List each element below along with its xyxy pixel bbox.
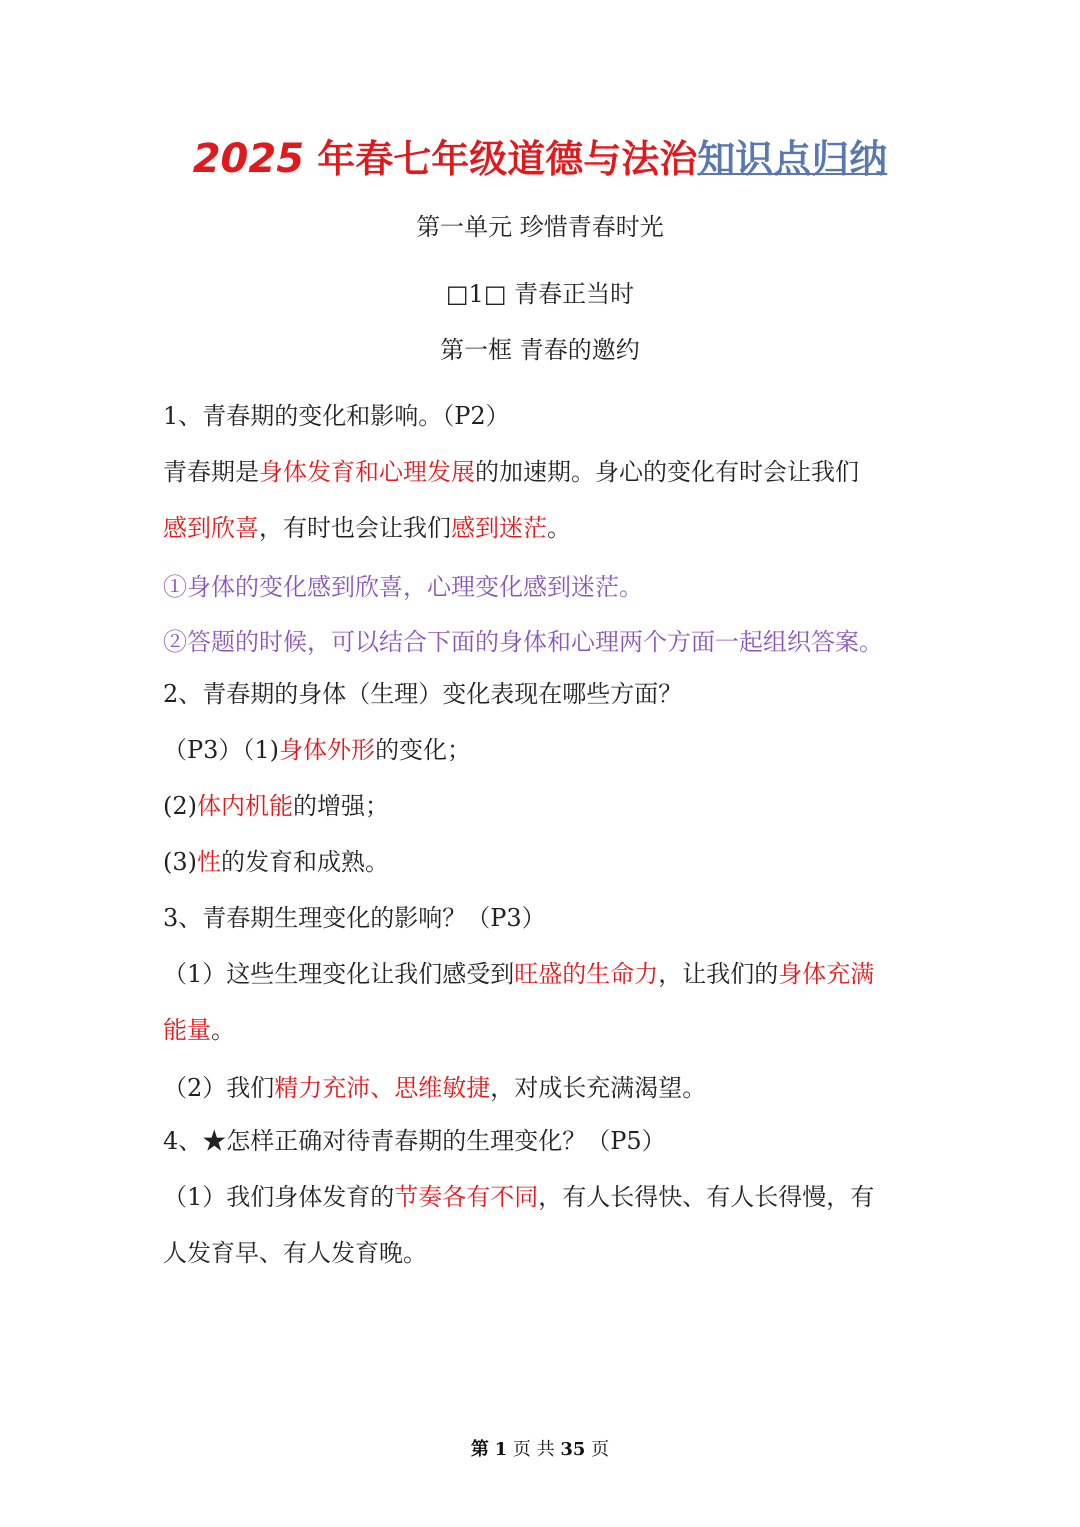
question-3-item-1-cont	[163, 1013, 953, 1047]
document-title	[0, 133, 1080, 185]
q3a-prefix: （1）这些生理变化让我们感受到	[163, 960, 515, 988]
q2b-keyword: 体内机能	[197, 792, 293, 820]
title-year: 2025	[192, 136, 305, 182]
q2c-suffix: 的发育和成熟。	[221, 848, 389, 876]
question-2-item-2	[163, 789, 953, 823]
paragraph-1-line-2	[163, 511, 953, 545]
unit-heading: 第一单元 珍惜青春时光	[416, 213, 664, 241]
q3a-keyword-3: 能量	[163, 1016, 211, 1044]
q3b-prefix: （2）我们	[163, 1074, 275, 1102]
section-heading: 第一框 青春的邀约	[440, 336, 640, 364]
question-4-item-1-cont: 人发育早、有人发育晚。	[163, 1239, 427, 1267]
q2c-keyword: 性	[197, 848, 221, 876]
p1-text-c: ，有时也会让我们	[259, 514, 451, 542]
question-3-item-1	[163, 957, 953, 991]
p1-text-b: 的加速期。身心的变化有时会让我们	[475, 458, 859, 486]
footer-prefix: 第	[470, 1439, 489, 1460]
q2c-prefix: (3)	[163, 848, 197, 876]
page-footer	[0, 1437, 1080, 1463]
lesson-heading: □1□ 青春正当时	[445, 280, 635, 308]
q2a-keyword: 身体外形	[279, 736, 376, 764]
p1-keyword-b: 感到欣喜	[163, 514, 259, 542]
q3a-keyword-2: 身体充满	[778, 960, 875, 988]
q4a-prefix: （1）我们身体发育的	[163, 1183, 395, 1211]
question-2-item-1	[163, 733, 953, 767]
footer-middle: 页 共	[512, 1439, 555, 1460]
title-highlight: 知识点归纳	[697, 137, 888, 181]
p1-keyword-a: 身体发育和心理发展	[259, 458, 475, 486]
p1-text-d: 。	[547, 514, 571, 542]
question-3: 3、青春期生理变化的影响？（P3）	[163, 904, 546, 932]
q2b-suffix: 的增强；	[293, 792, 389, 820]
footer-total-pages: 35	[560, 1439, 586, 1460]
tip-2: ②答题的时候，可以结合下面的身体和心理两个方面一起组织答案。	[163, 628, 883, 656]
footer-suffix: 页	[591, 1439, 610, 1460]
question-4: 4、★怎样正确对待青春期的生理变化？（P5）	[163, 1127, 666, 1155]
q2a-suffix: 的变化；	[375, 736, 472, 764]
question-2-item-3	[163, 845, 953, 879]
q4a-keyword: 节奏各有不同	[394, 1183, 539, 1211]
p1-text-a: 青春期是	[163, 458, 259, 486]
q3a-middle: ，让我们的	[658, 960, 779, 988]
q3a-keyword: 旺盛的生命力	[514, 960, 659, 988]
question-2: 2、青春期的身体（生理）变化表现在哪些方面？	[163, 680, 683, 708]
q3b-keyword: 精力充沛、思维敏捷	[274, 1074, 491, 1102]
q2a-prefix: （P3）（1)	[163, 736, 280, 764]
q3b-suffix: ，对成长充满渴望。	[490, 1074, 707, 1102]
question-3-item-2	[163, 1071, 953, 1105]
question-1: 1、青春期的变化和影响。（P2）	[163, 402, 510, 430]
q2b-prefix: (2)	[163, 792, 197, 820]
q4a-suffix: ，有人长得快、有人长得慢，有	[538, 1183, 875, 1211]
q3a-end: 。	[211, 1016, 235, 1044]
tip-1: ①身体的变化感到欣喜，心理变化感到迷茫。	[163, 573, 643, 601]
p1-keyword-c: 感到迷茫	[451, 514, 547, 542]
footer-page-number: 1	[494, 1439, 508, 1460]
question-4-item-1	[163, 1180, 953, 1214]
title-main: 年春七年级道德与法治	[304, 137, 698, 181]
paragraph-1-line-1	[163, 455, 953, 489]
